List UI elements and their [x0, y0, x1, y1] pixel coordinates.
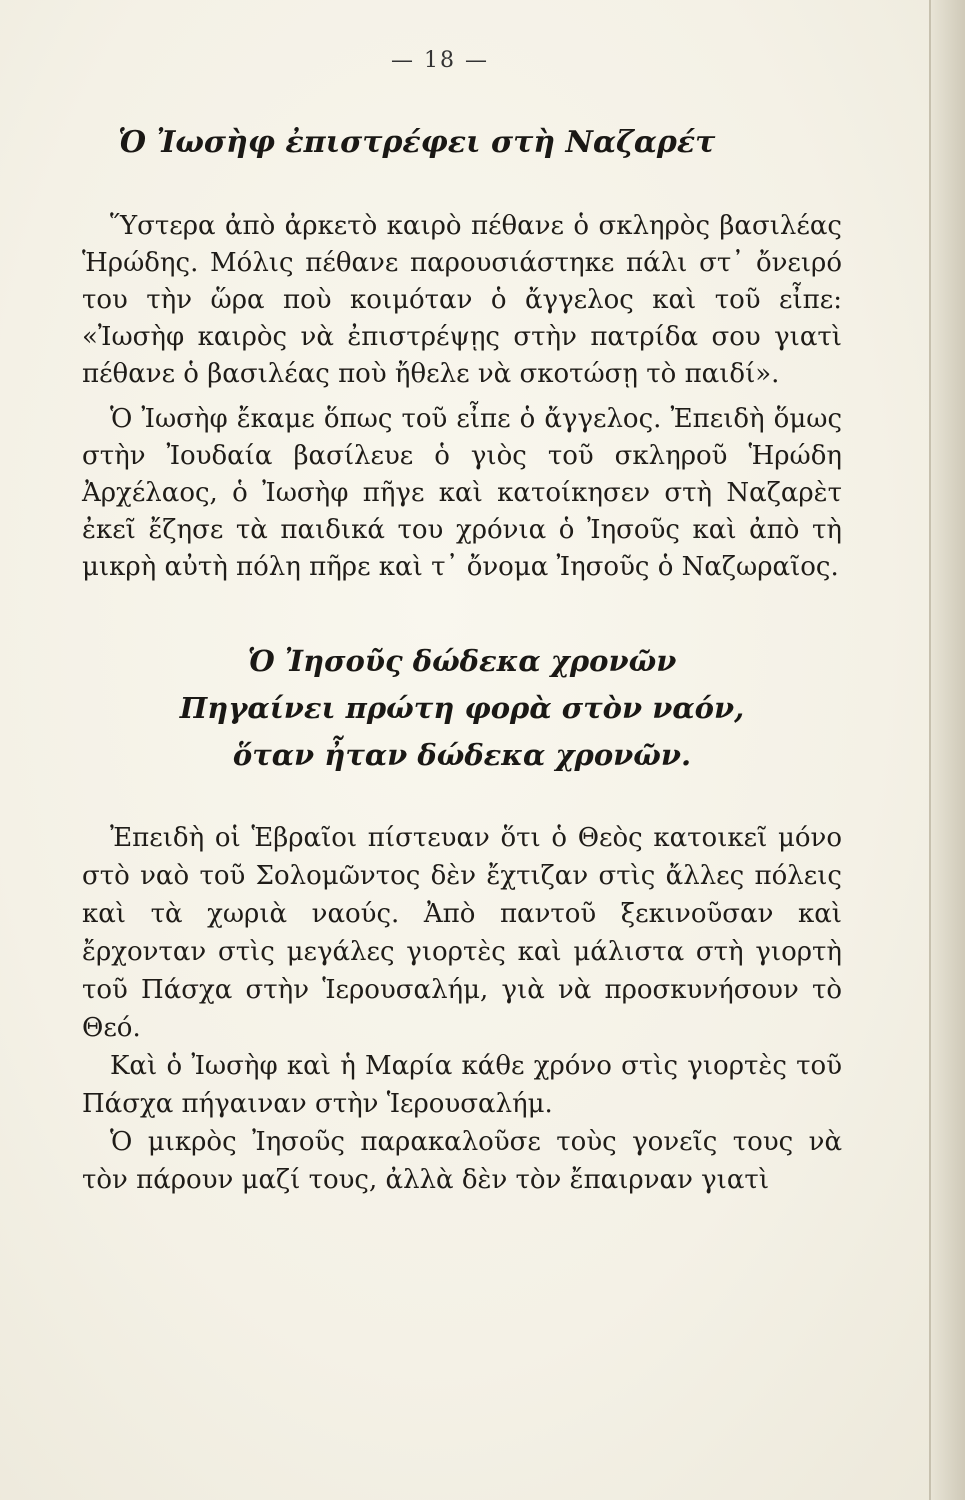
page-content: [82, 118, 842, 1199]
page-number: — 18 —: [391, 48, 489, 73]
paragraph: Ἐπειδὴ οἱ Ἑβραῖοι πίστευαν ὅτι ὁ Θεὸς κατοικεῖ μόνο στὸ ναὸ τοῦ Σολομῶντος δὲν ἔχτιζαν στὶς ἄλλες πόλεις καὶ τὰ χωριὰ ναούς. Ἀπὸ παντοῦ ξεκινοῦσαν καὶ ἔρχονταν στὶς μεγάλες γιορτὲς καὶ μάλιστα στὴ γιορτὴ τοῦ Πάσχα στὴν Ἱερουσαλήμ, γιὰ νὰ προσκυνήσουν τὸ Θεό.: [82, 823, 842, 1043]
heading-line: ὅταν ἦταν δώδεκα χρονῶν.: [232, 738, 692, 772]
paragraph: Ὁ Ἰωσὴφ ἔκαμε ὅπως τοῦ εἶπε ὁ ἄγγελος. Ἐπειδὴ ὅμως στὴν Ἰουδαία βασίλευε ὁ γιὸς τοῦ σκληροῦ Ἡρώδη Ἀρχέλαος, ὁ Ἰωσὴφ πῆγε καὶ κατοίκησεν στὴ Ναζαρὲτ ἐκεῖ ἔζησε τὰ παιδικά του χρόνια ὁ Ἰησοῦς καὶ ἀπὸ τὴ μικρὴ αὐτὴ πόλη πῆρε καὶ τ᾽ ὄνομα Ἰησοῦς ὁ Ναζωραῖος.: [82, 404, 842, 582]
page-edge-shadow: [929, 0, 965, 1500]
section-heading: Ὁ Ἰωσὴφ ἐπιστρέφει στὴ Ναζαρέτ: [118, 125, 716, 160]
section-jesus-twelve: [82, 638, 842, 1199]
heading-line: Ὁ Ἰησοῦς δώδεκα χρονῶν: [247, 644, 677, 678]
section-joseph-returns: [82, 118, 842, 586]
paragraph: Ὕστερα ἀπὸ ἀρκετὸ καιρὸ πέθανε ὁ σκληρὸς βασιλέας Ἡρώδης. Μόλις πέθανε παρουσιάστηκε πάλι στ᾽ ὄνειρό του τὴν ὥρα ποὺ κοιμόταν ὁ ἄγγελος καὶ τοῦ εἶπε: «Ἰωσὴφ καιρὸς νὰ ἐπιστρέψῃς στὴν πατρίδα σου γιατὶ πέθανε ὁ βασιλέας ποὺ ἤθελε νὰ σκοτώσῃ τὸ παιδί».: [82, 211, 842, 389]
paragraph: Καὶ ὁ Ἰωσὴφ καὶ ἡ Μαρία κάθε χρόνο στὶς γιορτὲς τοῦ Πάσχα πήγαιναν στὴν Ἱερουσαλήμ.: [82, 1051, 842, 1119]
heading-line: Πηγαίνει πρώτη φορὰ στὸν ναόν,: [179, 691, 745, 725]
section-heading: [82, 638, 842, 779]
paragraph: Ὁ μικρὸς Ἰησοῦς παρακαλοῦσε τοὺς γονεῖς τους νὰ τὸν πάρουν μαζί τους, ἀλλὰ δὲν τὸν ἔπαιρναν γιατὶ: [82, 1127, 842, 1195]
